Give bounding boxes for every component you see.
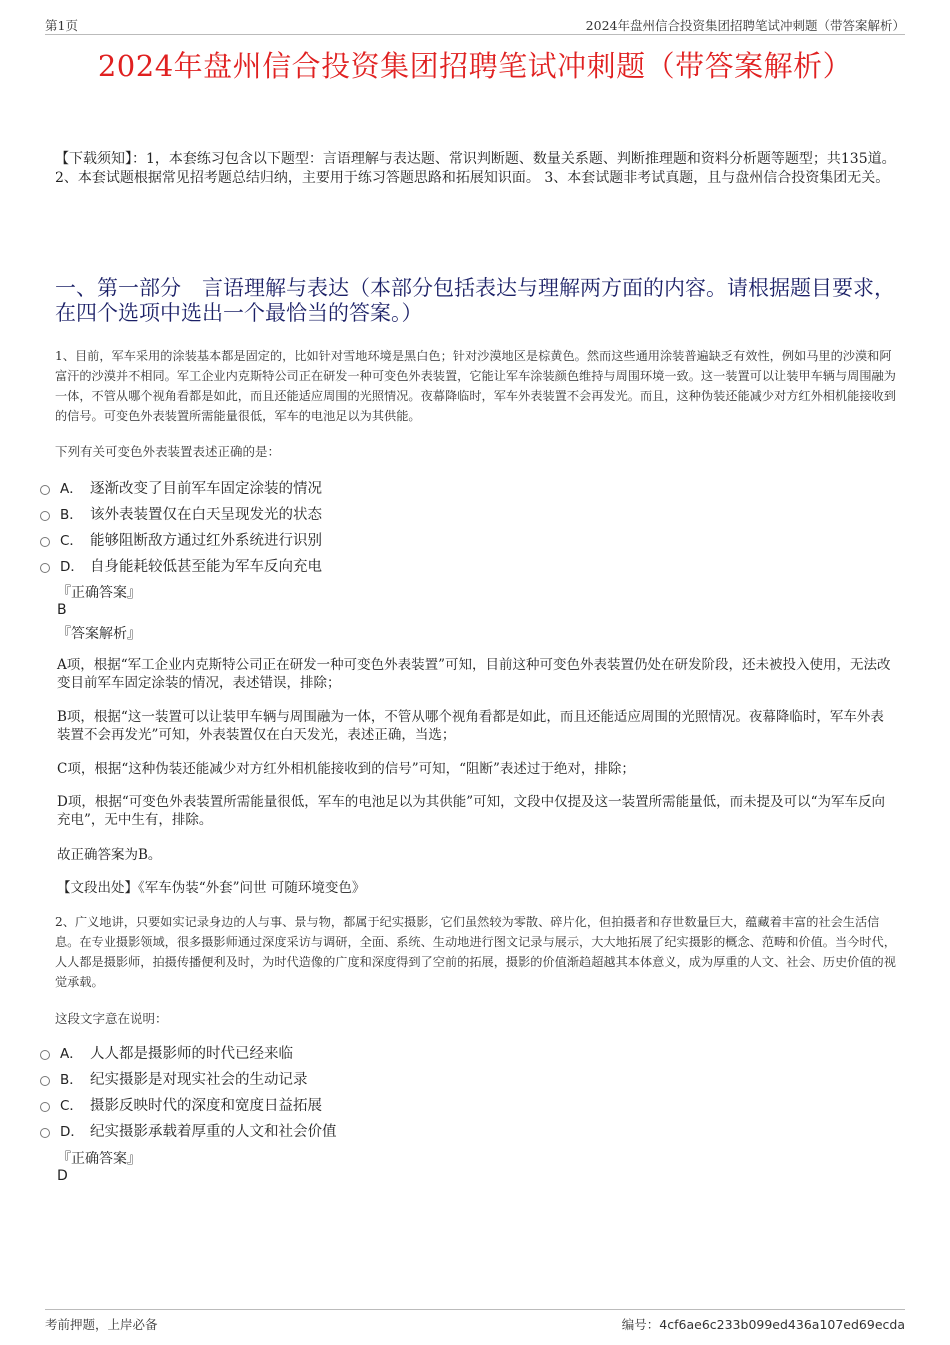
option-text: 摄影反映时代的深度和宽度日益拓展 [90,1097,322,1114]
radio-icon[interactable] [40,537,50,547]
option-letter: D． [60,1124,84,1140]
option-letter: A． [60,481,83,497]
document-title: 2024年盘州信合投资集团招聘笔试冲刺题（带答案解析） [97,49,853,83]
question-2-answer: D [57,1168,68,1184]
page-footer [45,1309,905,1334]
question-1-options [40,474,322,578]
radio-icon[interactable] [40,563,50,573]
analysis-label: 『答案解析』 [57,626,141,642]
download-notice: 【下载须知】：1，本套练习包含以下题型：言语理解与表达题、常识判断题、数量关系题、判断推理题和资料分析题等题型；共135道。 2、本套试题根据常见招考题总结归纳，主要用于练习答题思路和拓展知识面。 3、本套试题非考试真题，且与盘州信合投资集团无关。 [55,151,896,186]
question-2-passage-block [55,912,900,992]
question-1-passage-block [55,346,900,426]
footer-code [622,1315,905,1333]
option-letter: C． [60,533,83,549]
correct-answer-label: 『正确答案』 [57,1151,141,1167]
analysis-conclusion: 故正确答案为B。 [57,847,162,863]
option-item[interactable] [40,1039,337,1065]
option-item[interactable] [40,500,322,526]
option-text: 自身能耗较低甚至能为军车反向充电 [90,558,322,575]
option-text: 逐渐改变了目前军车固定涂装的情况 [90,480,322,497]
question-1-stem: 下列有关可变色外表装置表述正确的是： [55,444,281,459]
option-letter: B． [60,507,83,523]
option-text: 该外表装置仅在白天呈现发光的状态 [90,506,322,523]
footer-code-label: 编号： [621,1317,660,1332]
footer-slogan: 考前押题，上岸必备 [45,1317,158,1332]
page-header [45,14,905,35]
option-item[interactable] [40,1065,337,1091]
radio-icon[interactable] [40,1102,50,1112]
question-1-passage: 1、目前，军车采用的涂装基本都是固定的，比如针对雪地环境是黑白色；针对沙漠地区是棕黄色。然而这些通用涂装普遍缺乏有效性，例如马里的沙漠和阿富汗的沙漠并不相同。军工企业内克斯特公司正在研发一种可变色外表装置，它能让军车涂装颜色维持与周围环境一致。这一装置可以让装甲车辆与周围融为一体，不管从哪个视角看都是如此，而且还能适应周围的光照情况。夜幕降临时，军车外表装置不会再发光。而且，这种伪装还能减少对方红外相机能接收到的信号。可变色外表装置所需能量很低，军车的电池足以为其供能。 [55,349,896,423]
footer-code-value: 4cf6ae6c233b099ed436a107ed69ecda [659,1317,905,1332]
question-2-stem-block [55,1009,900,1027]
option-letter: B． [60,1072,83,1088]
option-letter: A． [60,1046,83,1062]
question-1-answer: B [57,602,67,618]
radio-icon[interactable] [40,511,50,521]
question-2-options [40,1039,337,1143]
question-2-passage: 2、广义地讲，只要如实记录身边的人与事、景与物，都属于纪实摄影，它们虽然较为零散、碎片化，但拍摄者和存世数量巨大，蕴藏着丰富的社会生活信息。在专业摄影领域，很多摄影师通过深度采访与调研，全面、系统、生动地进行图文记录与展示，大大地拓展了纪实摄影的概念、范畴和价值。当今时代，人人都是摄影师，拍摄传播便利及时，为时代造像的广度和深度得到了空前的拓展，摄影的价值渐趋超越其本体意义，成为厚重的人文、社会、历史价值的视觉承载。 [55,915,896,989]
analysis-paragraph-a: A项，根据“军工企业内克斯特公司正在研发一种可变色外表装置”可知，目前这种可变色外表装置仍处在研发阶段，还未被投入使用，无法改变目前军车固定涂装的情况，表述错误，排除； [57,657,891,691]
header-doc-name: 2024年盘州信合投资集团招聘笔试冲刺题（带答案解析） [585,18,905,33]
analysis-paragraph-c: C项，根据“这种伪装还能减少对方红外相机能接收到的信号”可知，“阻断”表述过于绝对，排除； [57,761,635,777]
option-item[interactable] [40,1091,337,1117]
option-text: 能够阻断敌方通过红外系统进行识别 [90,532,322,549]
radio-icon[interactable] [40,485,50,495]
option-text: 人人都是摄影师的时代已经来临 [90,1045,293,1062]
option-item[interactable] [40,1117,337,1143]
radio-icon[interactable] [40,1050,50,1060]
analysis-source: 【文段出处】《军车伪装“外套”问世 可随环境变色》 [57,880,366,896]
radio-icon[interactable] [40,1076,50,1086]
option-item[interactable] [40,474,322,500]
option-text: 纪实摄影是对现实社会的生动记录 [90,1071,308,1088]
question-1-stem-block [55,442,900,460]
option-item[interactable] [40,552,322,578]
correct-answer-label: 『正确答案』 [57,585,141,601]
option-letter: C． [60,1098,83,1114]
page-number: 第1页 [45,18,78,33]
question-2-stem: 这段文字意在说明： [55,1011,168,1026]
radio-icon[interactable] [40,1128,50,1138]
option-letter: D． [60,559,84,575]
option-text: 纪实摄影承载着厚重的人文和社会价值 [90,1123,337,1140]
option-item[interactable] [40,526,322,552]
section-heading: 一、第一部分 言语理解与表达（本部分包括表达与理解两方面的内容。请根据题目要求，在四个选项中选出一个最恰当的答案。） [55,276,895,325]
analysis-paragraph-d: D项，根据“可变色外表装置所需能量很低，军车的电池足以为其供能”可知，文段中仅提及这一装置所需能量低，而未提及可以“为军车反向充电”，无中生有，排除。 [57,794,886,828]
analysis-paragraph-b: B项，根据“这一装置可以让装甲车辆与周围融为一体，不管从哪个视角看都是如此，而且还能适应周围的光照情况。夜幕降临时，军车外表装置不会再发光”可知，外表装置仅在白天发光，表述正确，当选； [57,709,884,743]
